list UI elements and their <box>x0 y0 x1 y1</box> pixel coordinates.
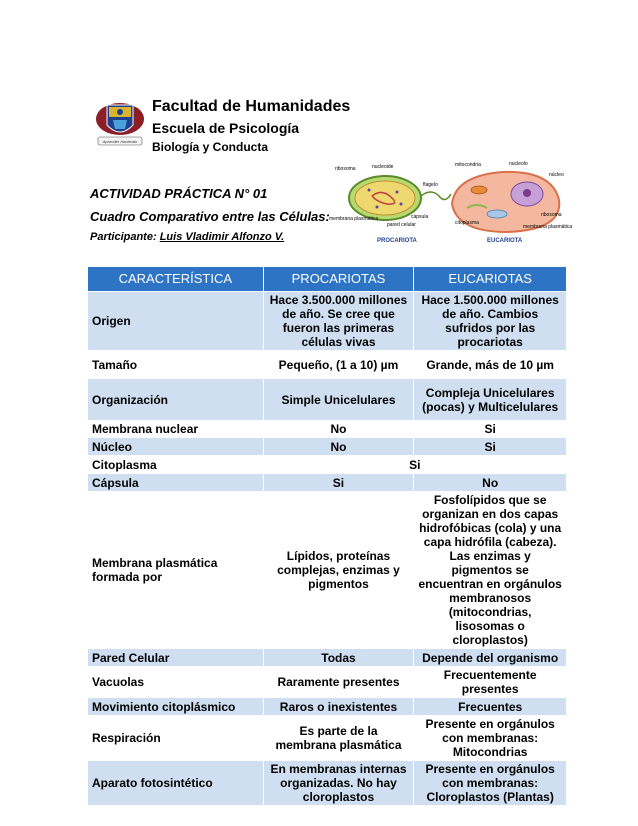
svg-text:nucleolo: nucleolo <box>509 161 528 167</box>
prokaryote-cell: En membranas internas organizadas. No hay cloroplastos <box>263 761 414 806</box>
eukaryote-cell: Si <box>414 421 567 438</box>
prokaryote-cell: Raramente presentes <box>263 667 414 698</box>
prokaryote-cell: Lípidos, proteínas complejas, enzimas y pigmentos <box>263 492 414 649</box>
eukaryote-cell: Frecuentes <box>414 698 567 716</box>
svg-text:mitocondria: mitocondria <box>455 162 481 168</box>
header-prokaryotes: PROCARIOTAS <box>263 267 414 292</box>
document-header <box>95 94 395 154</box>
prokaryote-cell: Raros o inexistentes <box>263 698 414 716</box>
logo-motto: Aprender Haciendo <box>102 139 138 144</box>
prokaryote-cell: Hace 3.500.000 millones de año. Se cree que fueron las primeras células vivas <box>263 292 414 351</box>
eukaryote-cell: Grande, más de 10 µm <box>414 351 567 379</box>
eukaryote-cell: Compleja Unicelulares (pocas) y Multicelulares <box>414 379 567 421</box>
eukaryote-cell: Presente en orgánulos con membranas: Mitocondrias <box>414 716 567 761</box>
prokaryote-cell: Todas <box>263 649 414 667</box>
school-name: Escuela de Psicología <box>152 120 300 136</box>
university-logo <box>95 97 145 147</box>
table-row <box>88 716 567 761</box>
feature-cell: Cápsula <box>88 474 264 492</box>
svg-text:nucleoide: nucleoide <box>372 164 394 170</box>
feature-cell: Respiración <box>88 716 264 761</box>
eukaryote-cell: No <box>414 474 567 492</box>
svg-text:cápsula: cápsula <box>411 214 429 220</box>
feature-cell: Vacuolas <box>88 667 264 698</box>
feature-cell: Membrana plasmática formada por <box>88 492 264 649</box>
feature-cell: Organización <box>88 379 264 421</box>
comparison-table <box>87 266 567 806</box>
svg-text:membrana plasmática: membrana plasmática <box>523 224 573 230</box>
svg-text:ribosoma: ribosoma <box>541 212 562 218</box>
feature-cell: Pared Celular <box>88 649 264 667</box>
feature-cell: Tamaño <box>88 351 264 379</box>
table-row <box>88 649 567 667</box>
feature-cell: Membrana nuclear <box>88 421 264 438</box>
shared-cell: Si <box>263 456 566 474</box>
prokaryote-cell: No <box>263 421 414 438</box>
feature-cell: Origen <box>88 292 264 351</box>
table-row <box>88 492 567 649</box>
activity-subtitle: Cuadro Comparativo entre las Células: <box>90 209 330 224</box>
prokaryote-cell: No <box>263 438 414 456</box>
faculty-name: Facultad de Humanidades <box>152 98 351 115</box>
table-row <box>88 292 567 351</box>
activity-title: ACTIVIDAD PRÁCTICA N° 01 <box>90 186 268 201</box>
participant-label: Participante: <box>90 231 157 243</box>
eukaryote-cell: Fosfolípidos que se organizan en dos capas hidrofóbicas (cola) y una capa hidrófila (cabeza). Las enzimas y pigmentos se encuentran en orgánulos membranosos (mitocondrias, lisosomas o cloroplastos) <box>414 492 567 649</box>
eukaryote-diagram <box>452 161 572 244</box>
prokaryote-cell: Simple Unicelulares <box>263 379 414 421</box>
feature-cell: Movimiento citoplásmico <box>88 698 264 716</box>
feature-cell: Citoplasma <box>88 456 264 474</box>
course-name: Biología y Conducta <box>152 140 269 154</box>
table-row <box>88 698 567 716</box>
table-header-row <box>88 267 567 292</box>
header-feature: CARACTERÍSTICA <box>88 267 264 292</box>
svg-text:ribosoma: ribosoma <box>335 166 356 172</box>
feature-cell: Aparato fotosintético <box>88 761 264 806</box>
prokaryote-caption: PROCARIOTA <box>377 238 417 244</box>
cells-illustration <box>327 160 573 248</box>
eukaryote-cell: Frecuentemente presentes <box>414 667 567 698</box>
table-row <box>88 421 567 438</box>
table-row <box>88 761 567 806</box>
participant-line <box>90 231 284 243</box>
header-eukaryotes: EUCARIOTAS <box>414 267 567 292</box>
svg-text:citoplasma: citoplasma <box>455 220 479 226</box>
svg-text:núcleo: núcleo <box>549 172 564 178</box>
prokaryote-cell: Es parte de la membrana plasmática <box>263 716 414 761</box>
table-row <box>88 351 567 379</box>
feature-cell: Núcleo <box>88 438 264 456</box>
table-row <box>88 379 567 421</box>
eukaryote-cell: Depende del organismo <box>414 649 567 667</box>
table-row <box>88 667 567 698</box>
svg-text:flagelo: flagelo <box>423 182 438 188</box>
prokaryote-cell: Pequeño, (1 a 10) µm <box>263 351 414 379</box>
table-row <box>88 438 567 456</box>
table-row <box>88 456 567 474</box>
svg-text:pared celular: pared celular <box>387 222 416 228</box>
svg-text:membrana plasmática: membrana plasmática <box>329 216 379 222</box>
eukaryote-cell: Si <box>414 438 567 456</box>
prokaryote-diagram <box>329 164 451 244</box>
eukaryote-cell: Presente en orgánulos con membranas: Cloroplastos (Plantas) <box>414 761 567 806</box>
eukaryote-cell: Hace 1.500.000 millones de año. Cambios sufridos por las procariotas <box>414 292 567 351</box>
prokaryote-cell: Si <box>263 474 414 492</box>
eukaryote-caption: EUCARIOTA <box>487 238 523 244</box>
participant-name: Luis Vladimir Alfonzo V. <box>159 231 285 243</box>
table-row <box>88 474 567 492</box>
